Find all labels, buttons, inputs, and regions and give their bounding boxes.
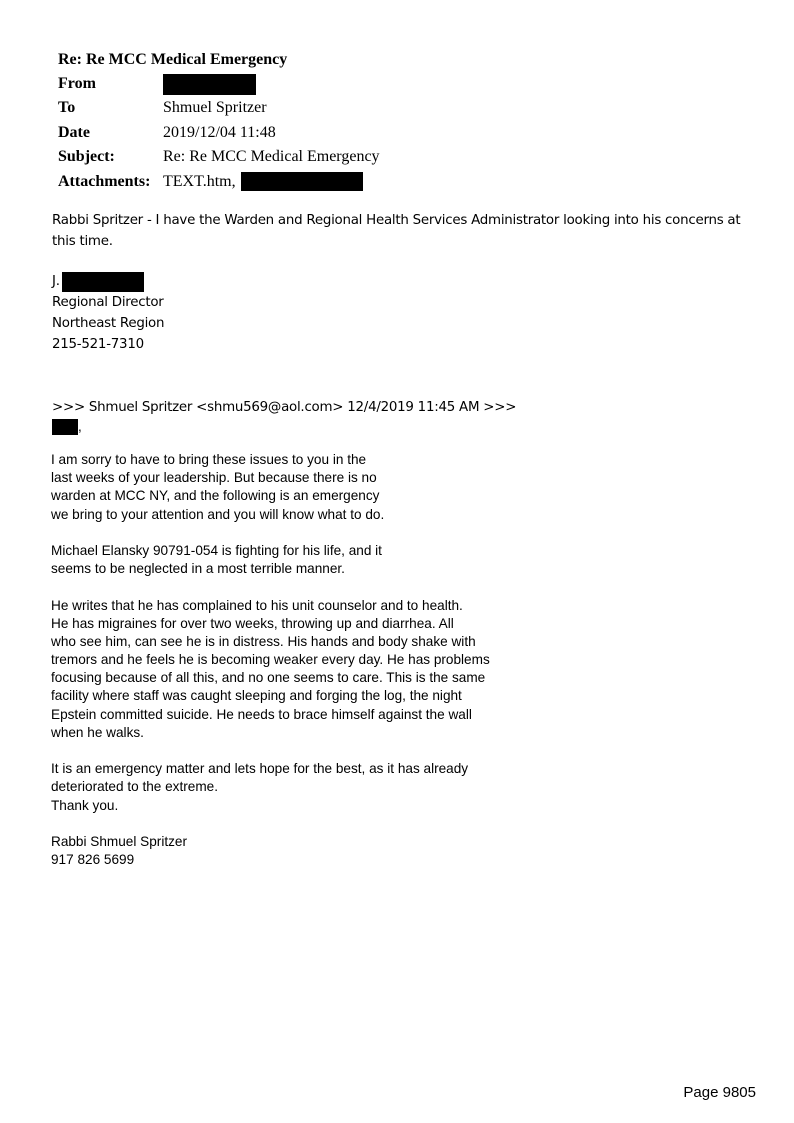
page-number: Page 9805: [683, 1084, 756, 1101]
greeting: [52, 419, 82, 435]
letter-line: tremors and he feels he is becoming weaker every day. He has problems: [51, 652, 490, 668]
attachments-value-wrap: [163, 170, 363, 194]
letter-line: He writes that he has complained to his unit counselor and to health.: [51, 597, 463, 613]
from-label: From: [58, 75, 96, 92]
attachments-row: [58, 170, 380, 194]
letter-paragraph: [51, 542, 490, 578]
letter-line: I am sorry to have to bring these issues to you in the: [51, 452, 367, 467]
redaction-greeting-name: [52, 419, 78, 435]
attachments-value: TEXT.htm,: [163, 172, 236, 190]
redaction-signature-name: [62, 272, 144, 292]
reply-body: [52, 210, 762, 252]
letter-line: focusing because of all this, and no one seems to care. This is the same: [51, 670, 486, 686]
email-header: [58, 48, 380, 194]
date-value: 2019/12/04 11:48: [163, 123, 276, 141]
letter-paragraph: [51, 451, 490, 524]
from-row: [58, 72, 380, 96]
subject-value: Re: Re MCC Medical Emergency: [163, 148, 380, 166]
quoted-letter: [51, 451, 490, 888]
letter-line: warden at MCC NY, and the following is an emergency: [51, 488, 380, 504]
redaction-attachment: [241, 172, 363, 191]
letter-signature-name: Rabbi Shmuel Spritzer: [51, 833, 187, 849]
redaction-from: [163, 74, 256, 95]
letter-signature: [51, 833, 490, 869]
greeting-suffix: ,: [78, 419, 82, 434]
letter-line: we bring to your attention and you will know what to do.: [51, 506, 385, 522]
letter-line: deteriorated to the extreme.: [51, 779, 218, 795]
subject-label: Subject:: [58, 148, 115, 166]
letter-line: seems to be neglected in a most terrible manner.: [51, 561, 345, 577]
letter-paragraph: [51, 760, 490, 815]
letter-line: last weeks of your leadership. But because there is no: [51, 470, 377, 486]
reply-text: Rabbi Spritzer - I have the Warden and Regional Health Services Administrator looking into his concerns at this time.: [52, 213, 741, 249]
letter-line: who see him, can see he is in distress. His hands and body shake with: [51, 633, 476, 649]
to-label: To: [58, 99, 76, 117]
to-value: Shmuel Spritzer: [163, 99, 267, 117]
signature-phone: 215-521-7310: [52, 337, 144, 352]
letter-line: It is an emergency matter and lets hope for the best, as it has already: [51, 761, 469, 777]
email-title: Re: Re MCC Medical Emergency: [58, 51, 288, 68]
attachments-label: Attachments:: [58, 172, 151, 190]
signature-initial: J.: [52, 274, 60, 289]
letter-line: He has migraines for over two weeks, throwing up and diarrhea. All: [51, 615, 454, 631]
letter-signature-phone: 917 826 5699: [51, 852, 135, 868]
letter-line: Epstein committed suicide. He needs to brace himself against the wall: [51, 706, 472, 722]
letter-line: when he walks.: [51, 724, 144, 740]
date-label: Date: [58, 123, 90, 141]
signature-block: [52, 271, 164, 355]
letter-line: Thank you.: [51, 797, 119, 813]
signature-initial-row: [52, 271, 164, 292]
signature-title: Regional Director: [52, 295, 164, 310]
subject-row: [58, 145, 380, 169]
date-row: [58, 121, 380, 145]
signature-region: Northeast Region: [52, 316, 165, 331]
letter-line: facility where staff was caught sleeping and forging the log, the night: [51, 688, 462, 704]
to-row: [58, 96, 380, 120]
from-value: [163, 72, 256, 96]
letter-line: Michael Elansky 90791-054 is fighting for his life, and it: [51, 542, 382, 558]
quoted-header: >>> Shmuel Spritzer <shmu569@aol.com> 12/4/2019 11:45 AM >>>: [52, 400, 517, 415]
letter-paragraph: [51, 597, 490, 743]
